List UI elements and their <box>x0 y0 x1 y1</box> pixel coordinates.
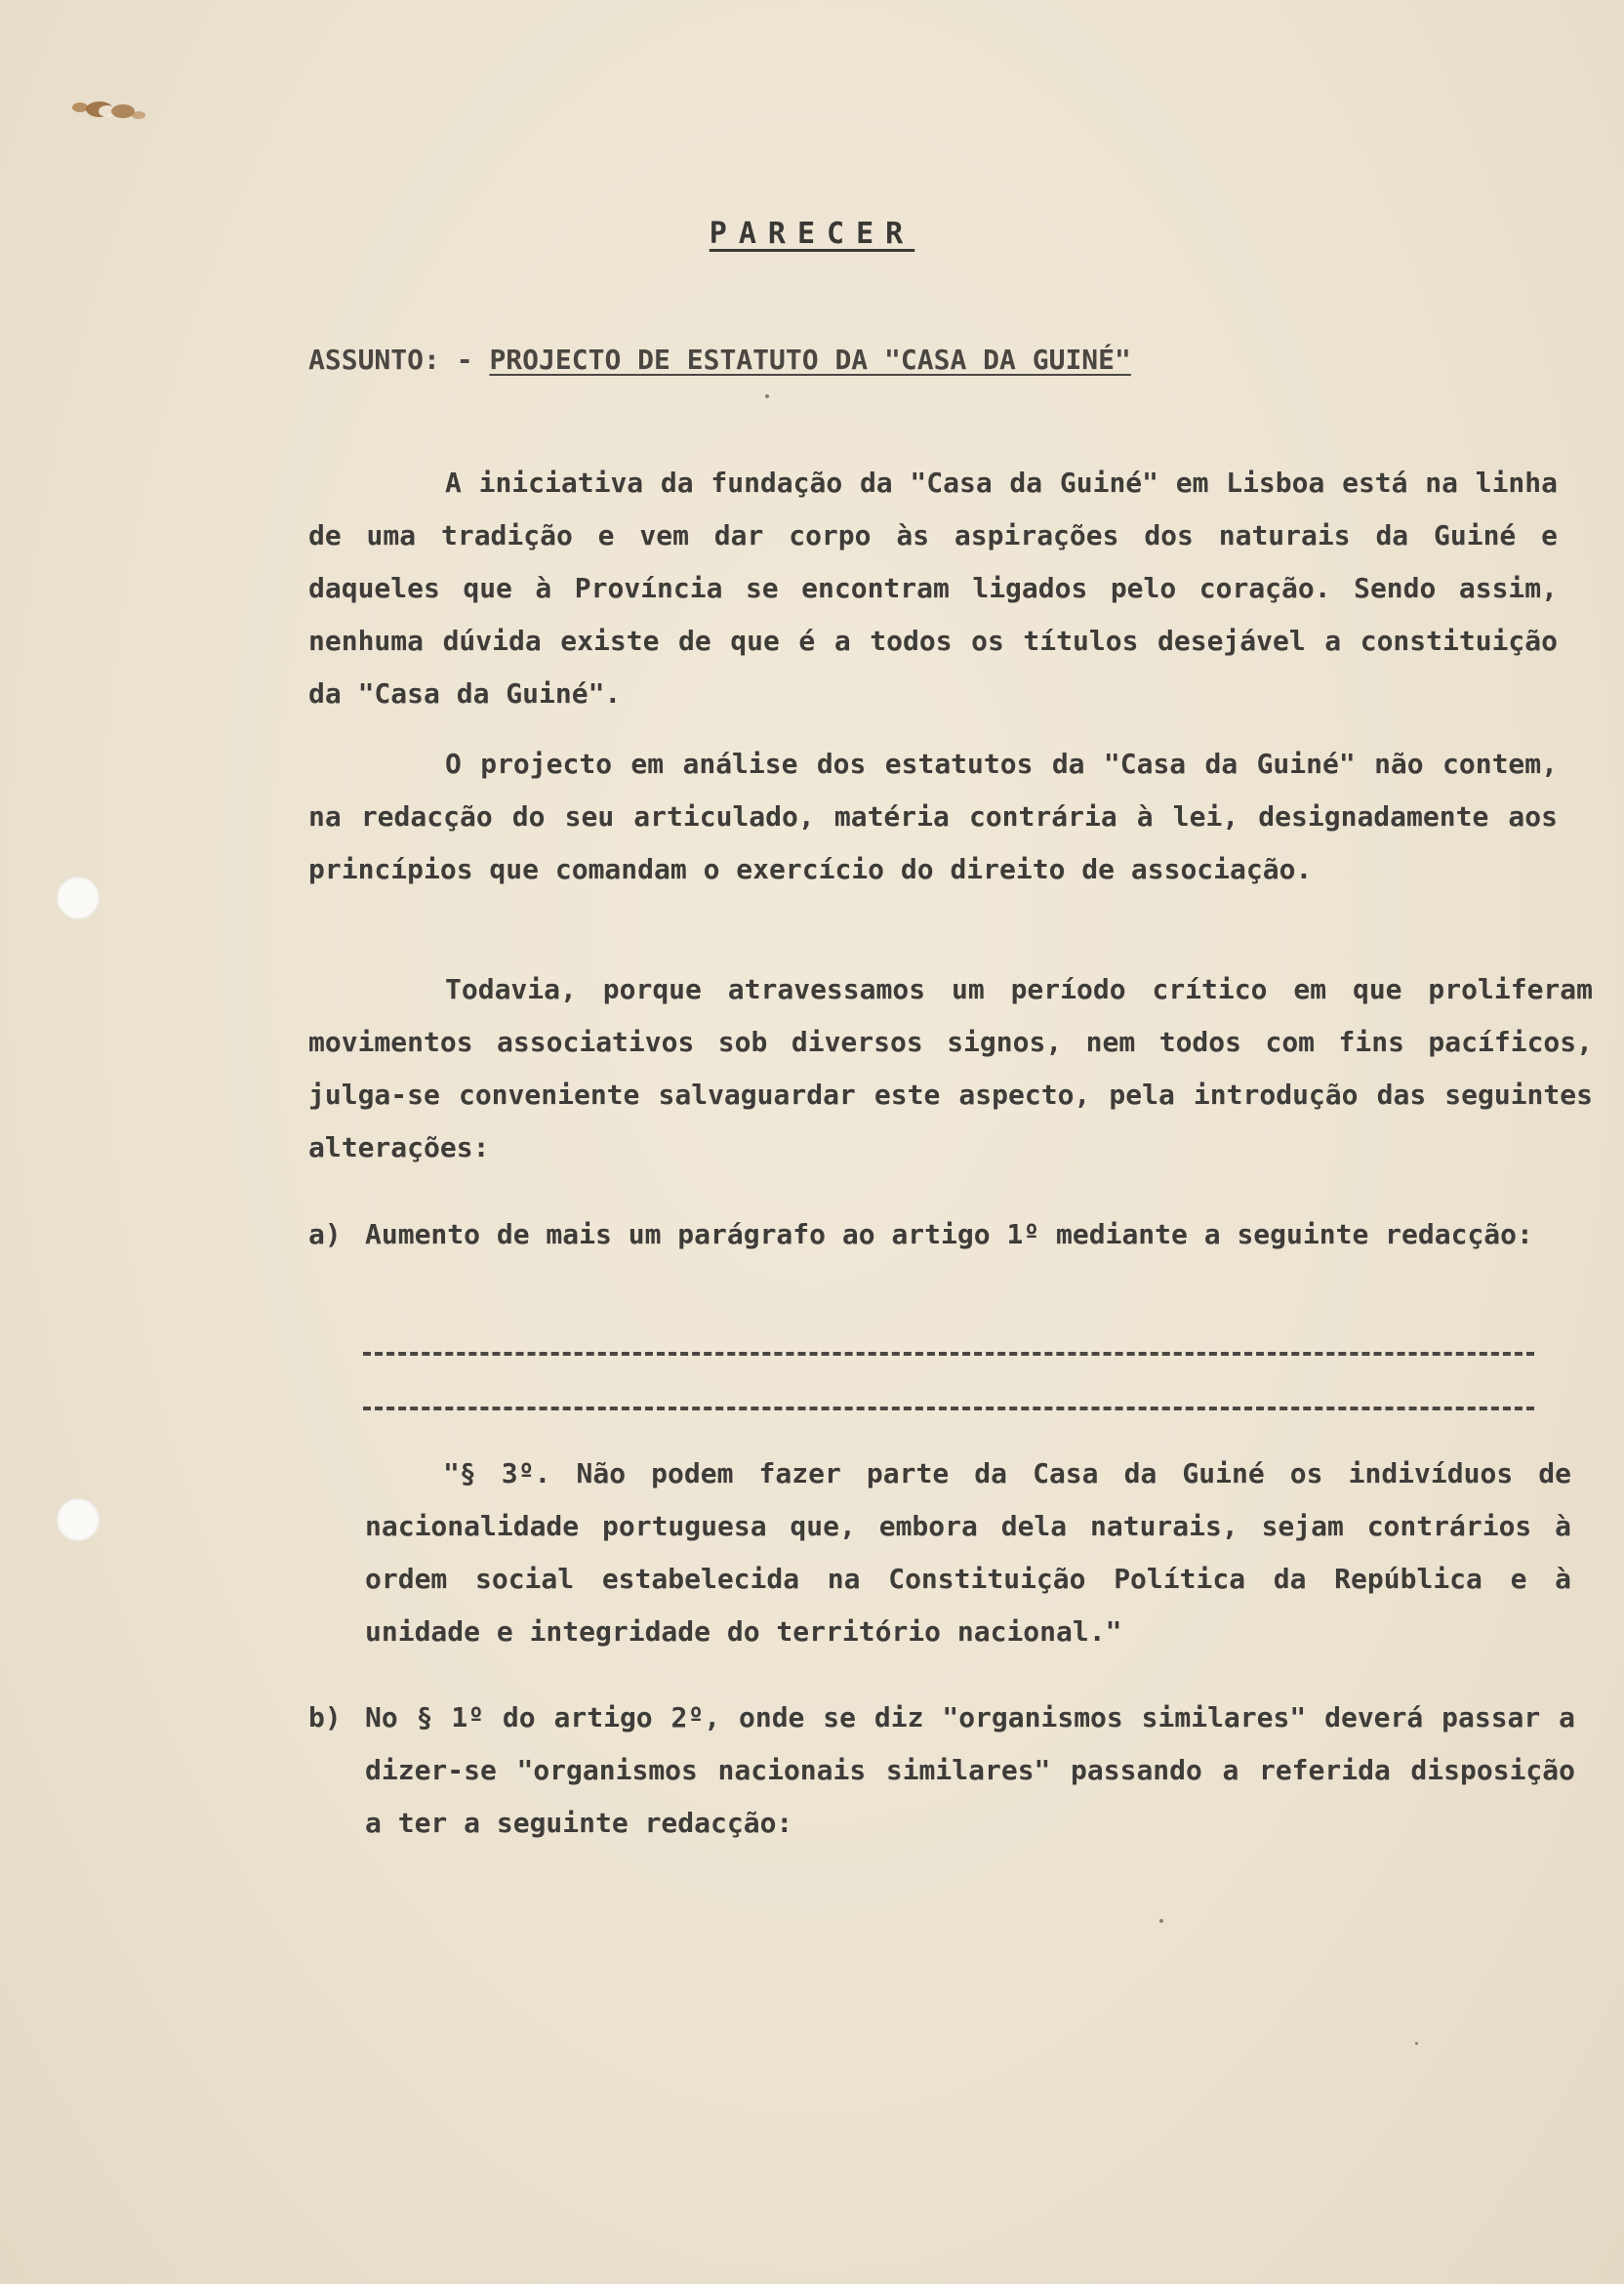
rust-stain <box>66 98 150 123</box>
item-a-text: Aumento de mais um parágrafo ao artigo 1º mediante a seguinte redacção: <box>365 1218 1533 1250</box>
paragraph-analysis: O projecto em análise dos estatutos da "Casa da Guiné" não contem, na redacção do seu articulado, matéria contrária à lei, designadamente aos princípios que comandam o exercício do direito de associação. <box>308 748 1558 885</box>
dashed-separator <box>363 1352 1534 1356</box>
paper-speck <box>765 394 769 398</box>
proposed-paragraph-quote: "§ 3º. Não podem fazer parte da Casa da Guiné os indivíduos de nacionalidade portuguesa que, embora dela naturais, sejam contrários à ordem social estabelecida na Constituição Política da República e à unidade e integridade do território nacional." <box>365 1457 1571 1648</box>
paper-speck <box>1415 2042 1418 2045</box>
item-b-text: No § 1º do artigo 2º, onde se diz "organismos similares" deverá passar a dizer-se "organismos nacionais similares" passando a referida disposição a ter a seguinte redacção: <box>365 1701 1575 1839</box>
item-a-label: a) <box>308 1218 342 1250</box>
subject-label: ASSUNTO: - <box>308 344 490 376</box>
paragraph-intro: A iniciativa da fundação da "Casa da Guiné" em Lisboa está na linha de uma tradição e vem dar corpo às aspirações dos naturais da Guiné e daqueles que à Província se encontram ligados pelo coração. Sendo assim, nenhuma dúvida existe de que é a todos os títulos desejável a constituição da "Casa da Guiné". <box>308 467 1558 710</box>
subject-line <box>308 344 1131 376</box>
punch-hole-lower <box>57 1498 100 1541</box>
punch-hole-upper <box>57 877 100 919</box>
subject-text: PROJECTO DE ESTATUTO DA "CASA DA GUINÉ" <box>489 344 1131 376</box>
paper-speck <box>1159 1919 1163 1923</box>
document-title: PARECER <box>709 217 915 251</box>
paragraph-recommendation: Todavia, porque atravessamos um período crítico em que proliferam movimentos associativos sob diversos signos, nem todos com fins pacíficos, julga-se conveniente salvaguardar este aspecto, pela introdução das seguintes alterações: <box>308 973 1593 1163</box>
dashed-separator <box>363 1407 1534 1410</box>
item-b-label: b) <box>308 1701 342 1733</box>
